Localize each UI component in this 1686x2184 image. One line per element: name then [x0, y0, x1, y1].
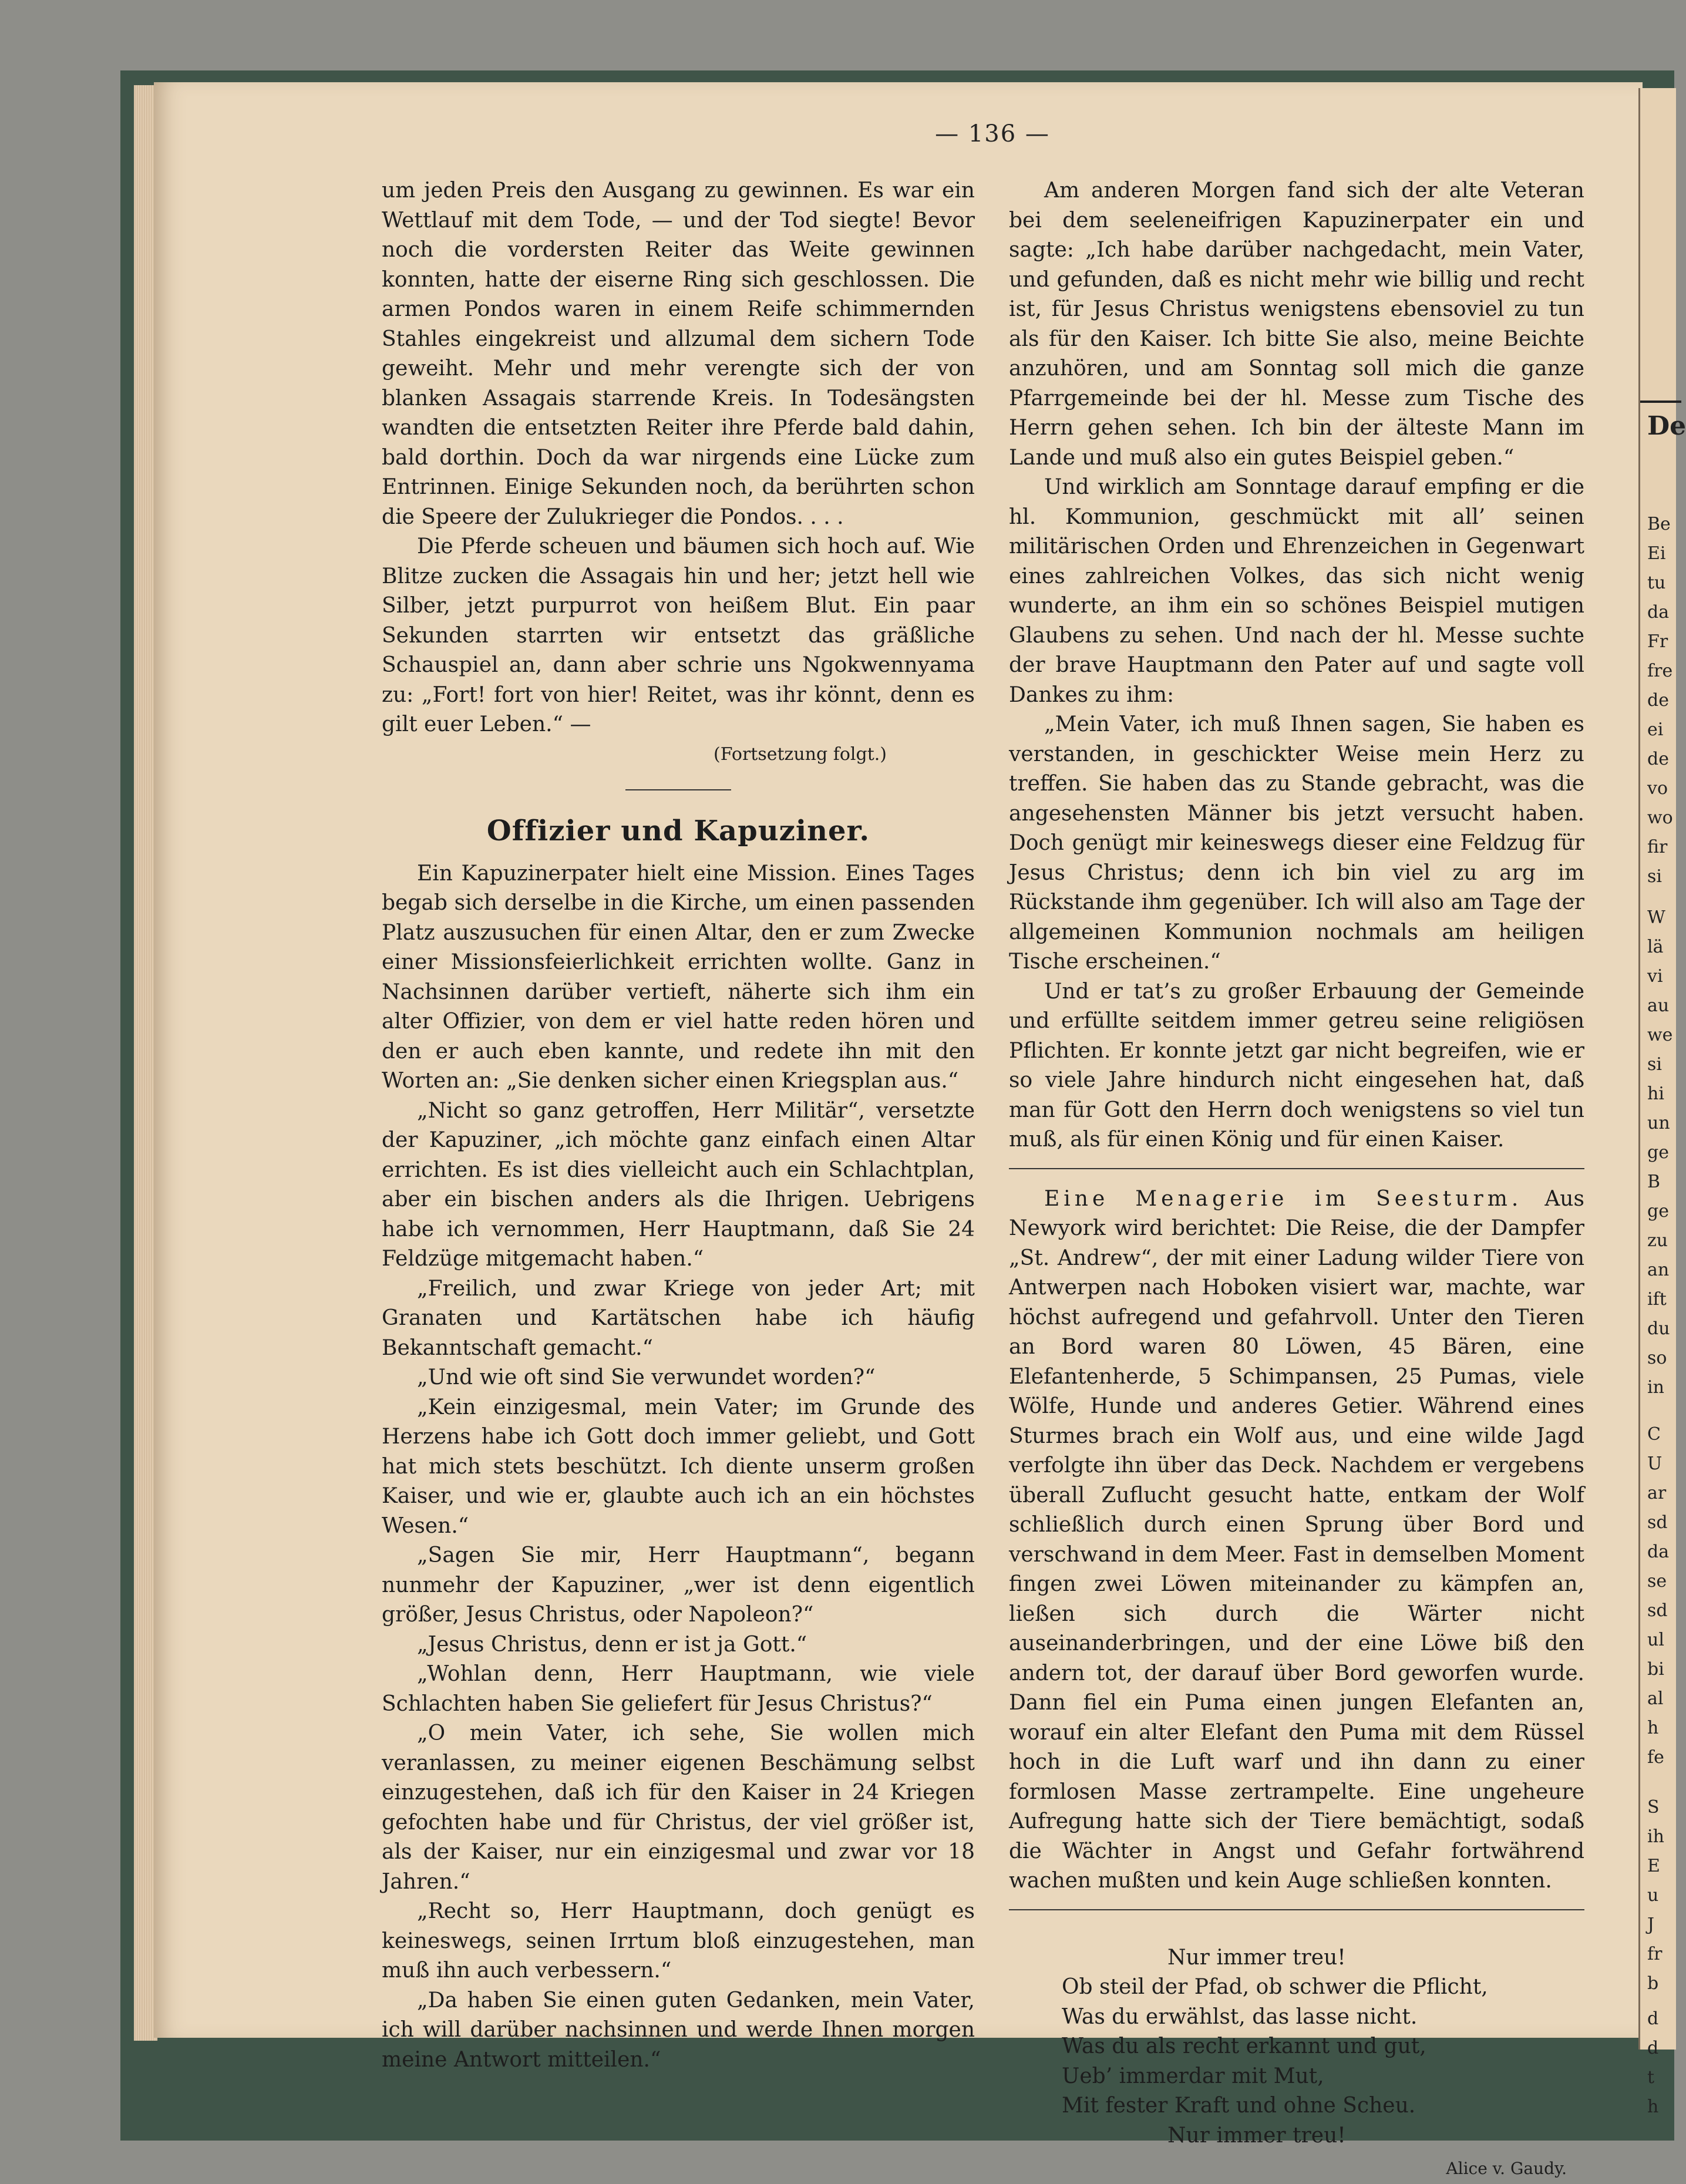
next-page-fragment: B [1647, 1172, 1661, 1192]
poem-line: Was du als recht erkannt und gut, [1062, 2034, 1426, 2058]
next-page-fragment: ift [1647, 1289, 1667, 1310]
next-page-edge [1638, 88, 1686, 2117]
next-page-fragment: t [1647, 2067, 1655, 2088]
poem-line: Nur immer treu! [1167, 2123, 1346, 2148]
next-page-fragment: fre [1647, 661, 1673, 681]
next-page-fragment: Ei [1647, 543, 1666, 564]
article-paragraph: „O mein Vater, ich sehe, Sie wollen mich veranlassen, zu meiner eigenen Beschämung selbst einzugestehen, daß ich für den Kaiser in 24 Kriegen gefochten habe und für Christus, der viel größer ist, als der Kaiser, nur ein einzigesmal und zwar vor 18 Jahren.“ [382, 1721, 975, 1894]
story-paragraph: um jeden Preis den Ausgang zu gewinnen. Es war ein Wettlauf mit dem Tode, — und der Tod siegte! Bevor noch die vordersten Reiter das Weite gewinnen konnten, hatte der eiserne Ring sich geschlossen. Die armen Pondos waren in einem Reife schimmernden Stahles eingekreist und allzumal dem sichern Tode geweiht. Mehr und mehr verengte sich der von blanken Assagais starrende Kreis. In Todesängsten wandten die entsetzten Reiter ihre Pferde bald dahin, bald dorthin. Doch da war nirgends eine Lücke zum Entrinnen. Einige Sekunden noch, da berührten schon die Speere der Zulukrieger die Pondos. . . . [382, 179, 975, 529]
next-page-fragment: lä [1647, 937, 1664, 957]
article-paragraph: „Nicht so ganz getroffen, Herr Militär“, versetzte der Kapuziner, „ich möchte ganz einfach einen Altar errichten. Es ist dies vielleicht auch ein Schlachtplan, aber ein bischen anders als die Ihrigen. Uebrigens habe ich vernommen, Herr Hauptmann, daß Sie 24 Feldzüge mitgemacht haben.“ [382, 1098, 975, 1271]
next-page-fragment: so [1647, 1348, 1667, 1368]
next-page-fragment: we [1647, 1025, 1673, 1045]
next-page-fragment: d [1647, 2008, 1659, 2029]
article-paragraph: „Mein Vater, ich muß Ihnen sagen, Sie haben es verstanden, in geschickter Weise mein Herz zu treffen. Sie haben das zu Stande gebracht, was die angesehensten Männer bis jetzt versucht haben. Doch genügt mir keineswegs dieser eine Feldzug für Jesus Christus; denn ich bin viel zu arg im Rückstande ihm gegenüber. Ich will also am Tage der allgemeinen Kommunion nochmals am heiligen Tische erscheinen.“ [1009, 712, 1584, 974]
next-page-fragment: al [1647, 1688, 1664, 1709]
next-page-fragment: de [1647, 690, 1669, 711]
next-page-fragment: in [1647, 1377, 1664, 1398]
next-page-fragment: fr [1647, 1944, 1663, 1964]
news-title: Eine Menagerie im Seesturm. [1044, 1186, 1523, 1211]
left-column [382, 176, 975, 2075]
next-page-fragment: tu [1647, 573, 1666, 593]
next-page-fragment: Fr [1647, 631, 1668, 652]
next-page-fragment: Be [1647, 514, 1671, 534]
page-number: — 136 — [935, 120, 1050, 147]
article-paragraph: „Recht so, Herr Hauptmann, doch genügt es keineswegs, seinen Irrtum bloß einzugestehen, man muß ihn auch verbessern.“ [382, 1899, 975, 1983]
news-item [1009, 1184, 1584, 1896]
next-page-fragment: de [1647, 749, 1669, 769]
next-page-fragment: se [1647, 1571, 1667, 1591]
article-paragraph: „Da haben Sie einen guten Gedanken, mein Vater, ich will darüber nachsinnen und werde Ihnen morgen meine Antwort mitteilen.“ [382, 1988, 975, 2072]
next-page-fragment: un [1647, 1113, 1670, 1133]
article-paragraph: Und wirklich am Sonntage darauf empfing er die hl. Kommunion, geschmückt mit all’ seinen militärischen Orden und Ehrenzeichen in Gegenwart eines zahlreichen Volkes, das sich nicht wenig wunderte, an ihm ein so schönes Beispiel mutigen Glaubens zu sehen. Und nach der hl. Messe suchte der brave Hauptmann den Pater auf und sagte voll Dankes zu ihm: [1009, 475, 1584, 707]
next-page-fragment: bi [1647, 1659, 1664, 1680]
next-page-fragment: h [1647, 2096, 1659, 2117]
continued-note: (Fortsetzung folgt.) [714, 743, 887, 765]
next-page-fragment: wo [1647, 807, 1673, 828]
next-page-fragment: si [1647, 1054, 1662, 1075]
article-paragraph: „Kein einzigesmal, mein Vater; im Grunde des Herzens habe ich Gott doch immer geliebt, und Gott hat mich stets beschützt. Ich diente unserm großen Kaiser, und wie er, glaubte auch ich an ein höchstes Wesen.“ [382, 1395, 975, 1538]
article-paragraph: Und er tat’s zu großer Erbauung der Gemeinde und erfüllte seitdem immer getreu seine religiösen Pflichten. Er konnte jetzt gar nicht begreifen, wie er so viele Jahre hindurch nicht eingesehen hat, daß man für Gott den Herrn doch wenigstens so viel tun muß, als für einen König und für einen Kaiser. [1009, 979, 1584, 1152]
next-page-fragment: J [1647, 1914, 1655, 1935]
article-paragraph: Ein Kapuzinerpater hielt eine Mission. Eines Tages begab sich derselbe in die Kirche, um einen passenden Platz auszusuchen für einen Altar, den er zum Zwecke einer Missionsfeierlichkeit errichten wollte. Ganz in Nachsinnen darüber vertieft, näherte sich ihm ein alter Offizier, von dem er viel hatte reden hören und den er auch eben kannte, und redete ihn mit den Worten an: „Sie denken sicher einen Kriegsplan aus.“ [382, 861, 975, 1093]
next-page-fragment: da [1647, 602, 1670, 622]
article-paragraph: Am anderen Morgen fand sich der alte Veteran bei dem seeleneifrigen Kapuzinerpater ein und sagte: „Ich habe darüber nachgedacht, mein Vater, und gefunden, daß es nicht mehr wie billig und recht ist, für Jesus Christus wenigstens ebensoviel zu tun als für den Kaiser. Ich bitte Sie also, meine Beichte anzuhören, und am Sonntag soll mich die ganze Pfarrgemeinde bei der hl. Messe zum Tische des Herrn gehen sehen. Ich bin der älteste Mann im Lande und muß also ein gutes Beispiel geben.“ [1009, 179, 1584, 470]
next-page-fragment: ul [1647, 1630, 1664, 1650]
article-paragraph: „Wohlan denn, Herr Hauptmann, wie viele Schlachten haben Sie geliefert für Jesus Christus?“ [382, 1662, 975, 1716]
article-paragraph: „Freilich, und zwar Kriege von jeder Art; mit Granaten und Kartätschen habe ich häufig Bekanntschaft gemacht.“ [382, 1276, 975, 1360]
poem-line: Mit fester Kraft und ohne Scheu. [1062, 2094, 1416, 2118]
next-page-fragment: W [1647, 907, 1665, 928]
next-page-fragment: U [1647, 1453, 1663, 1474]
next-page-fragment: ih [1647, 1826, 1664, 1847]
next-page-fragment: fe [1647, 1747, 1664, 1768]
next-page-fragment: b [1647, 1973, 1659, 1994]
next-page-fragment: fir [1647, 837, 1668, 857]
next-page-fragment: d [1647, 2038, 1659, 2058]
next-page-fragment: si [1647, 866, 1662, 887]
section-divider [625, 789, 731, 790]
next-page-fragment: vo [1647, 778, 1668, 799]
next-page-fragment: E [1647, 1856, 1660, 1876]
next-page-fragment: sd [1647, 1512, 1668, 1533]
article-paragraph: „Jesus Christus, denn er ist ja Gott.“ [417, 1632, 807, 1657]
article-paragraph: „Sagen Sie mir, Herr Hauptmann“, begann nunmehr der Kapuziner, „wer ist denn eigentlich größer, Jesus Christus, oder Napoleon?“ [382, 1543, 975, 1627]
right-column [1009, 176, 1584, 2184]
next-page-fragment: De [1647, 411, 1686, 441]
poem-author: Alice v. Gaudy. [1446, 2159, 1567, 2178]
next-page-fragment: ei [1647, 719, 1664, 740]
next-page-rule [1640, 401, 1681, 403]
next-page-fragment: da [1647, 1542, 1670, 1562]
poem-line: Was du erwählst, das lasse nicht. [1062, 2004, 1418, 2029]
next-page-fragment: vi [1647, 966, 1663, 987]
news-body: Aus Newyork wird berichtet: Die Reise, die der Dampfer „St. Andrew“, der mit einer Ladung wilder Tiere von Antwerpen nach Hoboken visiert war, machte, war höchst aufregend und gefahrvoll. Unter den Tieren an Bord waren 80 Löwen, 45 Bären, eine Elefantenherde, 5 Schimpansen, 25 Pumas, viele Wölfe, Hunde und anderes Getier. Während eines Sturmes brach ein Wolf aus, und eine wilde Jagd verfolgte ihn über das Deck. Nachdem er vergebens überall Zuflucht gesucht hatte, entkam der Wolf schließlich durch einen Sprung über Bord und verschwand in dem Meer. Fast in demselben Moment fingen zwei Löwen miteinander zu kämpfen an, ließen sich durch die Wärter nicht auseinanderbringen, und der eine Löwe biß den andern tot, der darauf über Bord geworfen wurde. Dann fiel ein Puma einen jungen Elefanten an, worauf ein alter Elefant den Puma mit dem Rüssel hoch in die Luft warf und ihn dann zu einer formlosen Masse zertrampelte. Eine ungeheure Aufregung hatte sich der Tiere bemächtigt, sodaß die Wächter in Angst und Gefahr fortwährend wachen mußten und kein Auge schließen konnten. [1009, 1186, 1584, 1893]
poem-line: Ob steil der Pfad, ob schwer die Pflicht, [1062, 1975, 1488, 1999]
poem-line: Nur immer treu! [1167, 1945, 1346, 1970]
next-page-fragment: ge [1647, 1142, 1669, 1163]
next-page-fragment: C [1647, 1424, 1661, 1445]
next-page-fragment: h [1647, 1718, 1659, 1738]
article-paragraph: „Und wie oft sind Sie verwundet worden?“ [417, 1365, 876, 1389]
article-title: Offizier und Kapuziner. [486, 815, 870, 847]
next-page-fragment: ge [1647, 1201, 1669, 1221]
section-divider [1009, 1909, 1584, 1910]
next-page-fragment: zu [1647, 1230, 1668, 1251]
story-paragraph: Die Pferde scheuen und bäumen sich hoch auf. Wie Blitze zucken die Assagais hin und her; jetzt hell wie Silber, jetzt purpurrot von heißem Blut. Ein paar Sekunden starrten wir entsetzt das gräßliche Schauspiel an, dann aber schrie uns Ngokwennyama zu: „Fort! fort von hier! Reitet, was ihr könnt, denn es gilt euer Leben.“ — [382, 534, 975, 736]
poem-line: Ueb’ immerdar mit Mut, [1062, 2064, 1324, 2088]
next-page-fragment: sd [1647, 1600, 1668, 1621]
poem [1062, 1943, 1584, 2151]
next-page-fragment: S [1647, 1797, 1660, 1818]
next-page-fragment: du [1647, 1318, 1670, 1339]
next-page-fragment: u [1647, 1885, 1659, 1906]
next-page-fragment: hi [1647, 1083, 1664, 1104]
next-page-fragment: an [1647, 1260, 1670, 1280]
section-divider [1009, 1168, 1584, 1169]
next-page-fragment: ar [1647, 1483, 1667, 1503]
next-page-fragment: au [1647, 995, 1670, 1016]
